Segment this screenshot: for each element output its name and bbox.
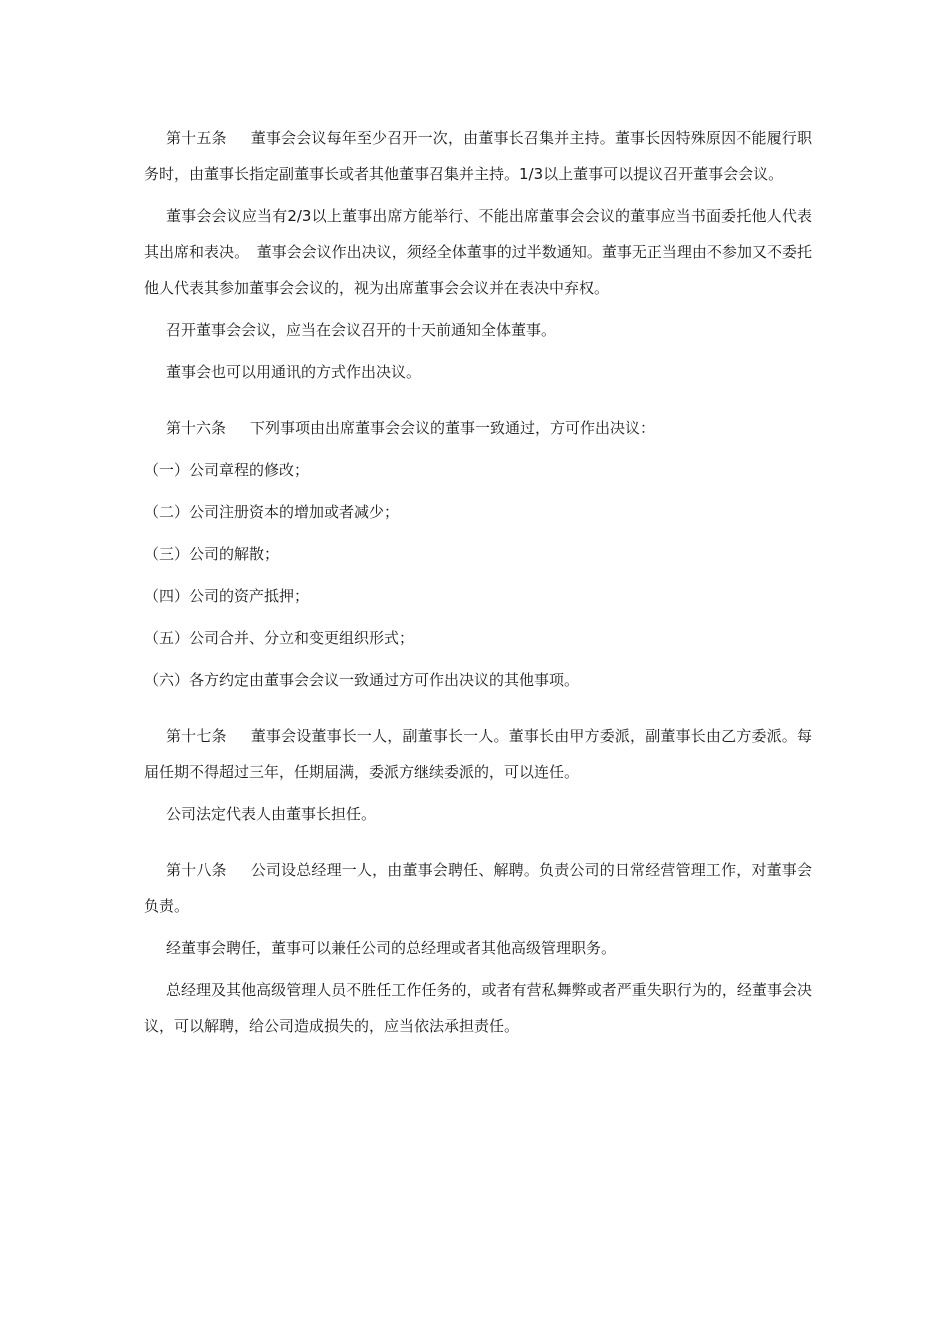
article-16-number: 第十六条 — [166, 419, 227, 437]
article-17-paragraph-2: 公司法定代表人由董事长担任。 — [166, 805, 377, 823]
article-17-paragraph-1 — [144, 718, 812, 790]
article-18-paragraph-3: 总经理及其他高级管理人员不胜任工作任务的，或者有营私舞弊或者严重失职行为的，经董事会决议，可以解聘，给公司造成损失的，应当依法承担责任。 — [144, 981, 812, 1035]
article-16-paragraph-1 — [144, 410, 812, 446]
article-16-item-3: （三）公司的解散； — [144, 545, 280, 563]
article-15-paragraph-3: 召开董事会会议，应当在会议召开的十天前通知全体董事。 — [166, 321, 557, 339]
article-15-text-1: 董事会会议每年至少召开一次，由董事长召集并主持。董事长因特殊原因不能履行职务时，由董事长指定副董事长或者其他董事召集并主持。1/3以上董事可以提议召开董事会会议。 — [144, 129, 812, 183]
article-16-item-6: （六）各方约定由董事会会议一致通过方可作出决议的其他事项。 — [144, 671, 580, 689]
article-16-item-2: （二）公司注册资本的增加或者减少； — [144, 503, 400, 521]
article-15-paragraph-4: 董事会也可以用通讯的方式作出决议。 — [166, 363, 422, 381]
article-18-number: 第十八条 — [166, 861, 227, 879]
article-16-item-5: （五）公司合并、分立和变更组织形式； — [144, 629, 415, 647]
article-17-text-1: 董事会设董事长一人，副董事长一人。董事长由甲方委派，副董事长由乙方委派。每届任期不得超过三年，任期届满，委派方继续委派的，可以连任。 — [144, 727, 812, 781]
article-15-number: 第十五条 — [166, 129, 227, 147]
article-15-paragraph-1 — [144, 120, 812, 192]
article-17-number: 第十七条 — [166, 727, 227, 745]
article-18-text-1: 公司设总经理一人，由董事会聘任、解聘。负责公司的日常经营管理工作，对董事会负责。 — [144, 861, 812, 915]
document-page — [144, 120, 812, 1044]
article-16-item-1: （一）公司章程的修改； — [144, 461, 310, 479]
article-16-text-1: 下列事项由出席董事会会议的董事一致通过，方可作出决议： — [250, 419, 656, 437]
article-18-paragraph-1 — [144, 852, 812, 924]
article-18-paragraph-2: 经董事会聘任，董事可以兼任公司的总经理或者其他高级管理职务。 — [166, 939, 617, 957]
article-15-paragraph-2: 董事会会议应当有2/3以上董事出席方能举行、不能出席董事会会议的董事应当书面委托他人代表其出席和表决。 董事会会议作出决议，须经全体董事的过半数通知。董事无正当理由不参加又不委托他人代表其参加董事会会议的，视为出席董事会会议并在表决中弃权。 — [144, 207, 812, 297]
article-16-item-4: （四）公司的资产抵押； — [144, 587, 310, 605]
